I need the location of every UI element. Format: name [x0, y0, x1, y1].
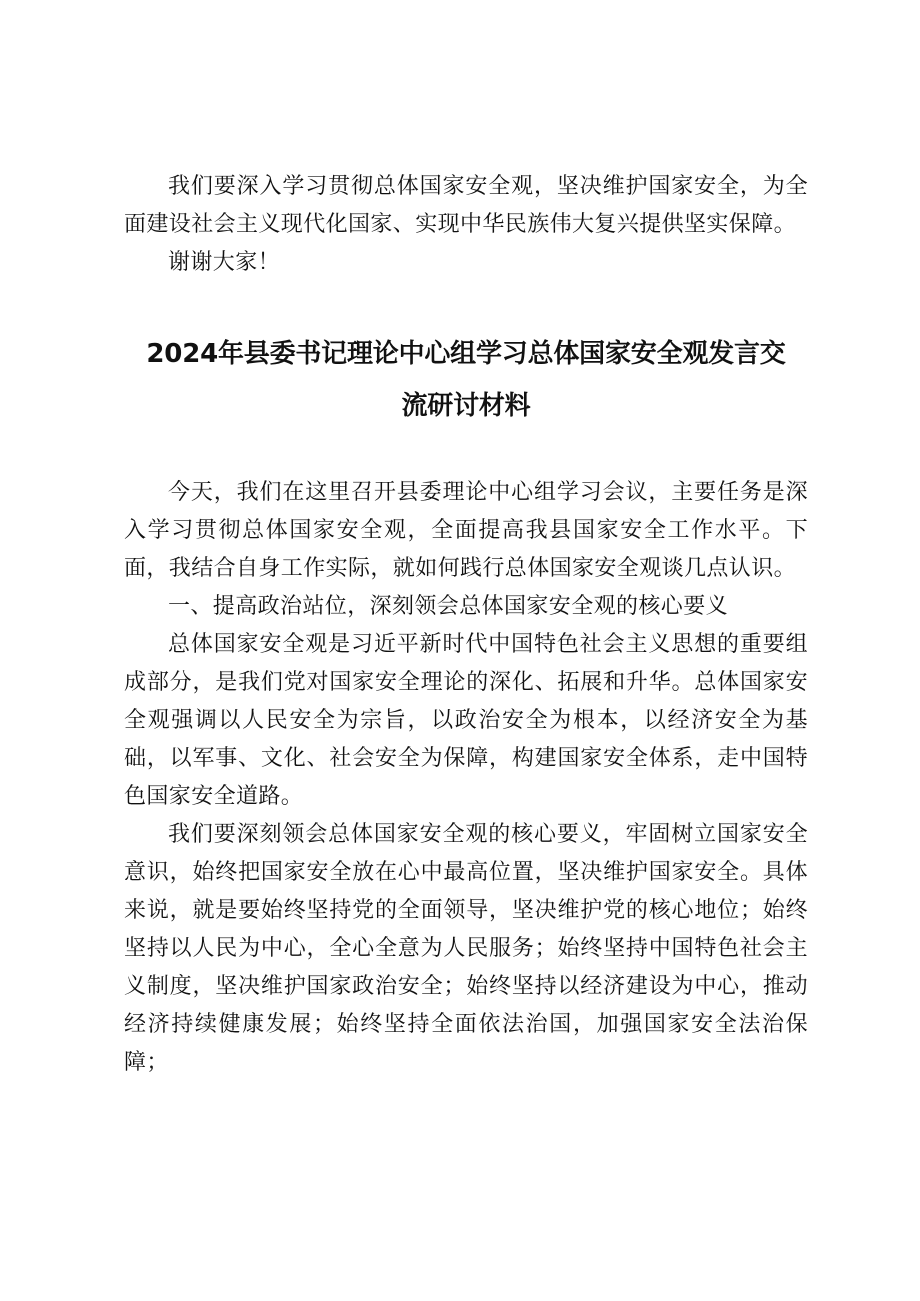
thanks-paragraph: 谢谢大家！	[168, 250, 281, 275]
spacer	[124, 432, 808, 474]
title-line-2: 流研讨材料	[401, 391, 531, 421]
body-paragraph: 我们要深刻领会总体国家安全观的核心要义，牢固树立国家安全意识，始终把国家安全放在心中最高位置，坚决维护国家安全。具体来说，就是要始终坚持党的全面领导，坚决维护党的核心地位；始终坚持以人民为中心，全心全意为人民服务；始终坚持中国特色社会主义制度，坚决维护国家政治安全；始终坚持以经济建设为中心，推动经济持续健康发展；始终坚持全面依法治国，加强国家安全法治保障；	[124, 822, 808, 1075]
closing-paragraph: 我们要深入学习贯彻总体国家安全观，坚决维护国家安全，为全面建设社会主义现代化国家、实现中华民族伟大复兴提供坚实保障。	[124, 174, 808, 237]
body-paragraph: 总体国家安全观是习近平新时代中国特色社会主义思想的重要组成部分，是我们党对国家安全理论的深化、拓展和升华。总体国家安全观强调以人民安全为宗旨，以政治安全为根本，以经济安全为基础，以军事、文化、社会安全为保障，构建国家安全体系，走中国特色国家安全道路。	[124, 632, 808, 809]
opening-paragraph: 今天，我们在这里召开县委理论中心组学习会议，主要任务是深入学习贯彻总体国家安全观，全面提高我县国家安全工作水平。下面，我结合自身工作实际，就如何践行总体国家安全观谈几点认识。	[124, 480, 808, 581]
title-line-1: 2024年县委书记理论中心组学习总体国家安全观发言交	[146, 339, 786, 369]
document-page	[124, 168, 808, 1082]
spacer	[124, 282, 808, 328]
document-title	[114, 328, 818, 432]
section-heading-1: 一、提高政治站位，深刻领会总体国家安全观的核心要义	[168, 594, 729, 619]
